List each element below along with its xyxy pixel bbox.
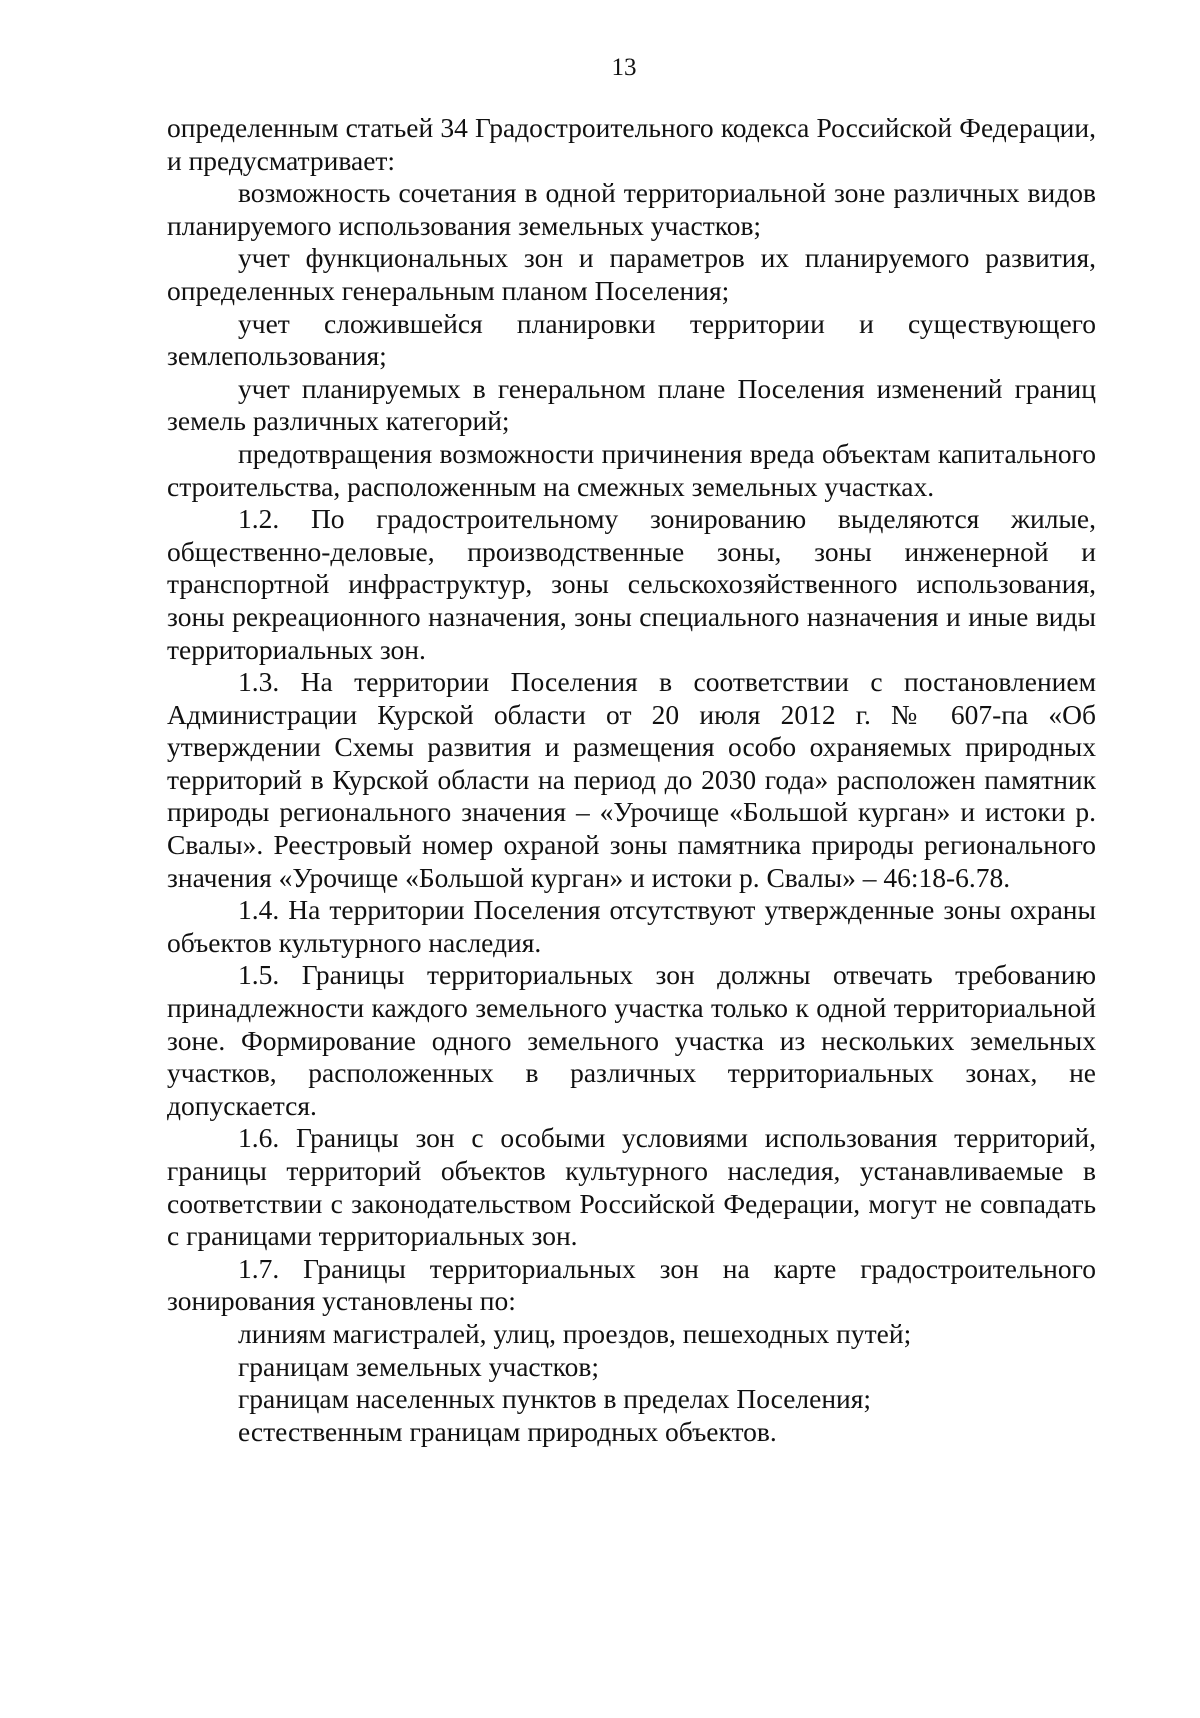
list-item: линиям магистралей, улиц, проездов, пешеходных путей; (238, 1317, 912, 1349)
paragraph-land-categories: учет планируемых в генеральном плане Поселения изменений границ земель различных категорий; (167, 372, 1096, 437)
paragraph-harm-prevention: предотвращения возможности причинения вреда объектам капитального строительства, расположенным на смежных земельных участках. (167, 437, 1096, 502)
paragraph-1-7: 1.7. Границы территориальных зон на карте градостроительного зонирования установлены по: (167, 1252, 1096, 1317)
paragraph-1-5: 1.5. Границы территориальных зон должны отвечать требованию принадлежности каждого земельного участка только к одной территориальной зоне. Формирование одного земельного участка из нескольких земельных участков, расположенных в различных территориальных зонах, не допускается. (167, 959, 1096, 1121)
paragraph-functional-zones: учет функциональных зон и параметров их планируемого развития, определенных генеральным планом Поселения; (167, 242, 1096, 306)
paragraph-combination: возможность сочетания в одной территориальной зоне различных видов планируемого использования земельных участков; (167, 177, 1096, 241)
paragraph-1-3: 1.3. На территории Поселения в соответствии с постановлением Администрации Курской области от 20 июля 2012 г. № 607-па «Об утверждении Схемы развития и размещения особо охраняемых природных территорий в Курской области на период до 2030 года» расположен памятник природы регионального значения – «Урочище «Большой курган» и истоки р. Свалы». Реестровый номер охраной зоны памятника природы регионального значения «Урочище «Большой курган» и истоки р. Свалы» – 46:18-6.78. (167, 666, 1096, 893)
paragraph-1-4: 1.4. На территории Поселения отсутствуют утвержденные зоны охраны объектов культурного наследия. (167, 894, 1096, 958)
list-item: границам земельных участков; (238, 1350, 599, 1382)
paragraph-1-2: 1.2. По градостроительному зонированию выделяются жилые, общественно-деловые, производственные зоны, зоны инженерной и транспортной инфраструктур, зоны сельскохозяйственного использования, зоны рекреационного назначения, зоны специального назначения и иные виды территориальных зон. (167, 503, 1096, 665)
paragraph-intro: определенным статьей 34 Градостроительного кодекса Российской Федерации, и предусматривает: (167, 112, 1096, 176)
paragraph-1-6: 1.6. Границы зон с особыми условиями использования территорий, границы территорий объектов культурного наследия, устанавливаемые в соответствии с законодательством Российской Федерации, могут не совпадать с границами территориальных зон. (167, 1122, 1096, 1252)
page-number: 13 (611, 54, 637, 81)
list-item: естественным границам природных объектов. (238, 1415, 777, 1447)
paragraph-existing-planning: учет сложившейся планировки территории и существующего землепользования; (167, 307, 1096, 372)
boundary-list (167, 1318, 1096, 1448)
list-item: границам населенных пунктов в пределах Поселения; (238, 1383, 872, 1415)
document-body (167, 112, 1096, 1448)
